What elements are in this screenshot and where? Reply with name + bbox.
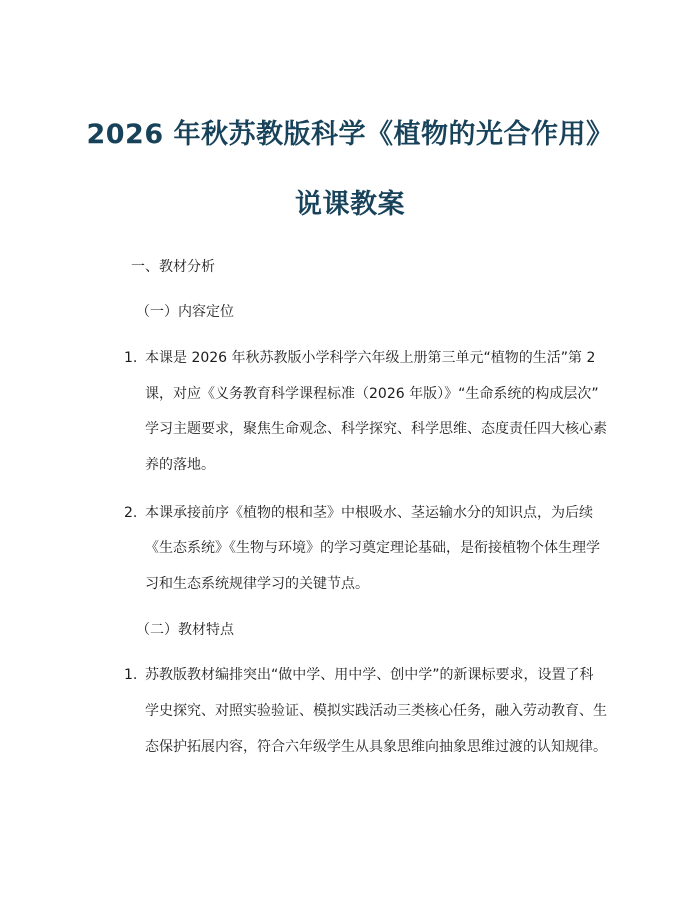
list-item-line: 本课承接前序《植物的根和茎》中根吸水、茎运输水分的知识点，为后续 <box>145 505 593 521</box>
document-title-line-1: 2026 年秋苏教版科学《植物的光合作用》 <box>86 119 614 150</box>
list-item-line: 学史探究、对照实验验证、模拟实践活动三类核心任务，融入劳动教育、生 <box>145 703 607 719</box>
list-item-line: 课，对应《义务教育科学课程标准（2026 年版）》“生命系统的构成层次” <box>145 386 599 402</box>
list-item-number: 1. <box>124 350 138 366</box>
list-item-number: 1. <box>124 667 138 683</box>
list-item-line: 苏教版教材编排突出“做中学、用中学、创中学”的新课标要求，设置了科 <box>145 667 594 683</box>
list-item-number: 2. <box>124 505 138 521</box>
subsection-heading-content-positioning: （一）内容定位 <box>136 304 234 320</box>
section-heading-textbook-analysis: 一、教材分析 <box>131 259 215 275</box>
document-title-line-2: 说课教案 <box>295 189 405 220</box>
subsection-heading-textbook-features: （二）教材特点 <box>136 622 234 638</box>
list-item-line: 本课是 2026 年秋苏教版小学科学六年级上册第三单元“植物的生活”第 2 <box>145 350 596 366</box>
list-item-line: 态保护拓展内容，符合六年级学生从具象思维向抽象思维过渡的认知规律。 <box>145 739 607 755</box>
list-item-line: 《生态系统》《生物与环境》的学习奠定理论基础，是衔接植物个体生理学 <box>145 540 600 556</box>
list-item-line: 习和生态系统规律学习的关键节点。 <box>145 576 369 592</box>
list-item-line: 学习主题要求，聚焦生命观念、科学探究、科学思维、态度责任四大核心素 <box>145 421 607 437</box>
list-item-line: 养的落地。 <box>145 457 215 473</box>
